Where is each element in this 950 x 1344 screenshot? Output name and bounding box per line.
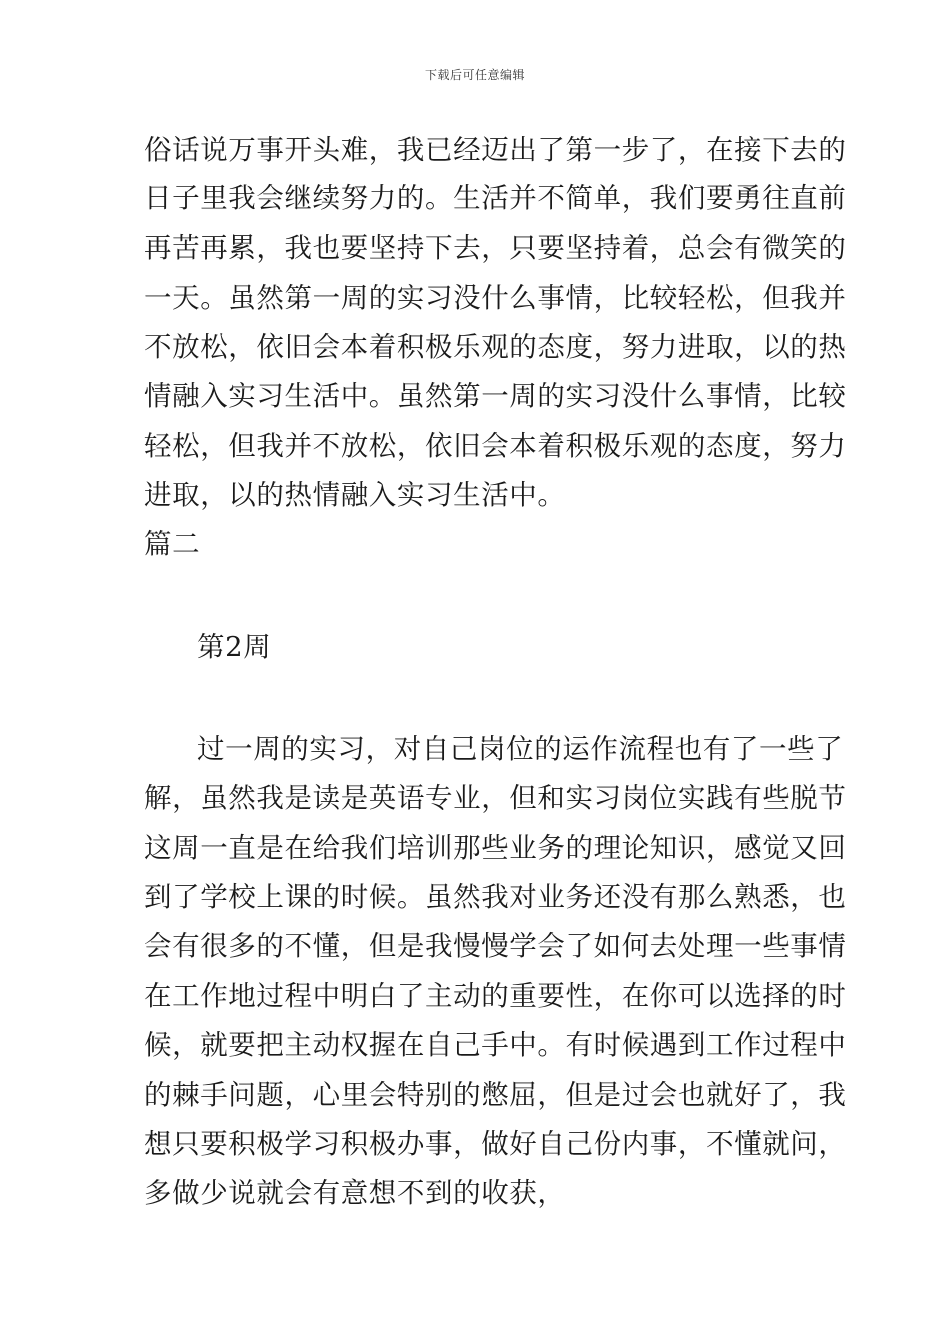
page-header: 下载后可任意编辑 (424, 68, 525, 82)
paragraph-line: 到了学校上课的时候。虽然我对业务还没有那么熟悉，也 (144, 881, 847, 913)
paragraph-line: 的棘手问题，心里会特别的憋屈，但是过会也就好了，我 (144, 1079, 847, 1111)
paragraph-line: 一天。虽然第一周的实习没什么事情，比较轻松，但我并 (144, 282, 847, 314)
week-label: 第2周 (197, 631, 272, 663)
paragraph-line: 进取，以的热情融入实习生活中。 (144, 479, 566, 511)
paragraph-line: 多做少说就会有意想不到的收获， (144, 1177, 566, 1209)
section-heading: 篇二 (144, 528, 201, 560)
paragraph-line: 这周一直是在给我们培训那些业务的理论知识，感觉又回 (144, 832, 847, 864)
paragraph-line: 再苦再累，我也要坚持下去，只要坚持着，总会有微笑的 (144, 232, 847, 264)
paragraph-line: 会有很多的不懂，但是我慢慢学会了如何去处理一些事情 (144, 930, 847, 962)
paragraph-line: 俗话说万事开头难，我已经迈出了第一步了，在接下去的 (144, 134, 847, 166)
paragraph-line: 在工作地过程中明白了主动的重要性，在你可以选择的时 (144, 980, 847, 1012)
paragraph-line: 过一周的实习，对自己岗位的运作流程也有了一些了 (197, 733, 844, 765)
paragraph-line: 不放松，依旧会本着积极乐观的态度，努力进取，以的热 (144, 331, 847, 363)
paragraph-line: 轻松，但我并不放松，依旧会本着积极乐观的态度，努力 (144, 430, 847, 462)
paragraph-line: 想只要积极学习积极办事，做好自己份内事，不懂就问， (144, 1128, 847, 1160)
paragraph-line: 日子里我会继续努力的。生活并不简单，我们要勇往直前 (144, 182, 847, 214)
paragraph-line: 候，就要把主动权握在自己手中。有时候遇到工作过程中 (144, 1029, 847, 1061)
paragraph-line: 解，虽然我是读是英语专业，但和实习岗位实践有些脱节 (144, 782, 847, 814)
paragraph-line: 情融入实习生活中。虽然第一周的实习没什么事情，比较 (144, 380, 847, 412)
